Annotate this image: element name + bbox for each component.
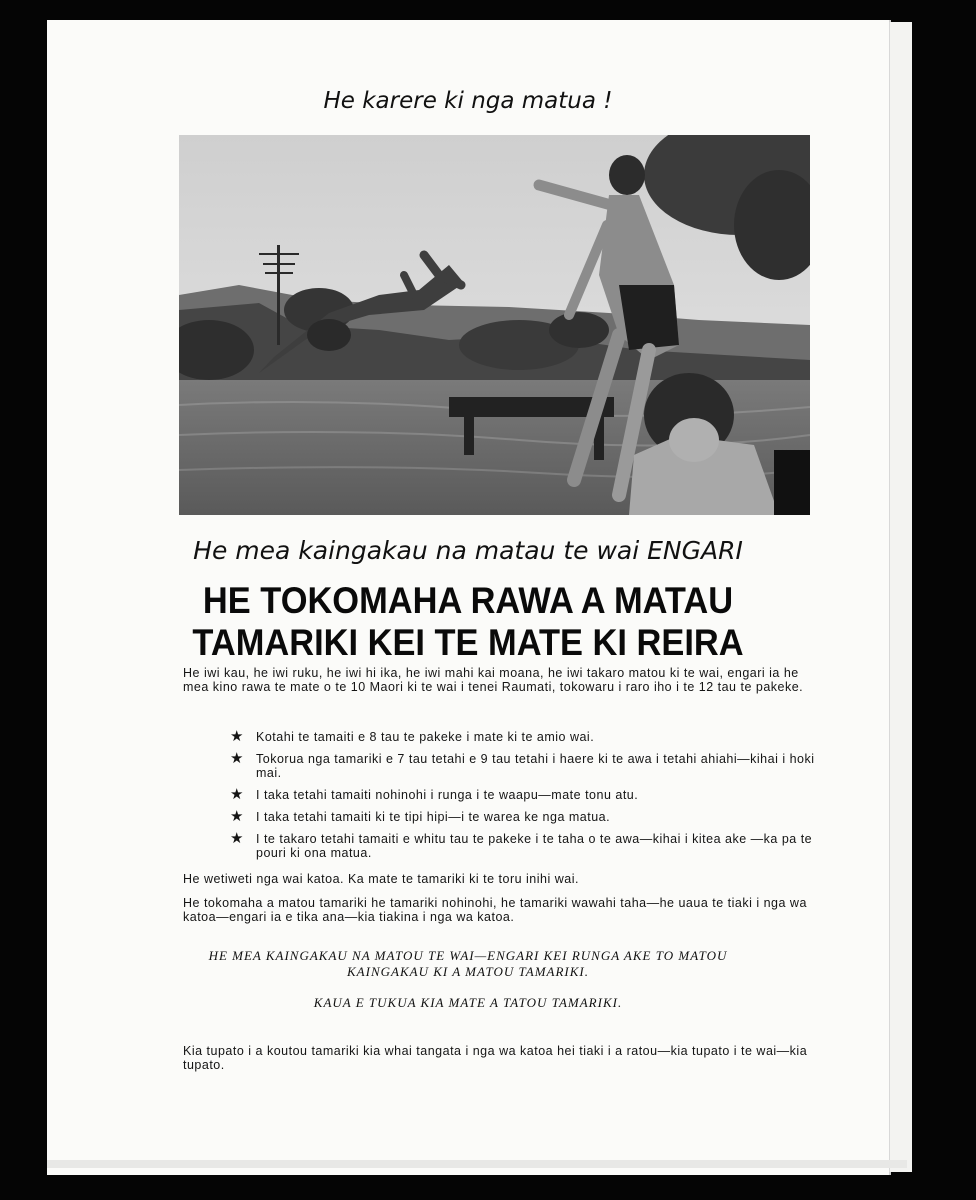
page-edge-strip — [889, 22, 912, 1172]
list-item — [230, 810, 830, 824]
star-icon: ★ — [230, 830, 244, 847]
intro-paragraph: He iwi kau, he iwi ruku, he iwi hi ika, he iwi mahi kai moana, he iwi takaro matou ki te wai, engari ia he mea kino rawa te mate o te 10 Maori ki te wai i tenei Raumati, tokowaru i raro iho i te 12 tau te pakeke. — [183, 666, 804, 694]
list-item — [230, 752, 830, 780]
star-icon: ★ — [230, 750, 244, 767]
closing-paragraph: Kia tupato i a koutou tamariki kia whai tangata i nga wa katoa hei tiaki i a ratou—kia tupato i te wai—kia tupato. — [183, 1044, 808, 1072]
headline-line-2: TAMARIKI KEI TE MATE KI REIRA — [192, 622, 744, 663]
star-icon: ★ — [230, 808, 244, 825]
caps-line-2: KAINGAKAU KI A MATOU TAMARIKI. — [347, 964, 589, 979]
bullet-text: I taka tetahi tamaiti nohinohi i runga i te waapu—mate tonu atu. — [256, 788, 639, 802]
star-icon: ★ — [230, 786, 244, 803]
list-item — [230, 832, 830, 860]
page — [47, 20, 891, 1175]
bullet-text: Tokorua nga tamariki e 7 tau tetahi e 9 tau tetahi i haere ki te awa i tetahi ahiahi—kihai i hoki mai. — [256, 752, 815, 780]
bullet-list — [230, 730, 830, 868]
caps-warning: KAUA E TUKUA KIA MATE A TATOU TAMARIKI. — [313, 995, 623, 1010]
headline-line-1: HE TOKOMAHA RAWA A MATAU — [202, 580, 734, 621]
bullet-text: Kotahi te tamaiti e 8 tau te pakeke i mate ki te amio wai. — [256, 730, 595, 744]
paragraph-children-care: He tokomaha a matou tamariki he tamariki nohinohi, he tamariki wawahi taha—he uaua te tiaki i nga wa katoa—engari ia e tika ana—kia tiakina i nga wa katoa. — [183, 896, 807, 924]
paragraph-water-danger: He wetiweti nga wai katoa. Ka mate te tamariki ki te toru inihi wai. — [183, 872, 579, 886]
caps-statement — [47, 948, 889, 980]
star-icon: ★ — [230, 728, 244, 745]
list-item — [230, 788, 830, 802]
page-header: He karere ki nga matua ! — [323, 88, 613, 114]
subheading: He mea kaingakau na matau te wai ENGARI — [193, 536, 743, 565]
list-item — [230, 730, 830, 744]
page-bottom-edge — [47, 1160, 907, 1168]
bullet-text: I te takaro tetahi tamaiti e whitu tau te pakeke i te taha o te awa—kihai i kitea ake —ka pa te pouri ki ona matua. — [256, 832, 813, 860]
caps-line-1: HE MEA KAINGAKAU NA MATOU TE WAI—ENGARI KEI RUNGA AKE TO MATOU — [208, 948, 728, 963]
bullet-text: I taka tetahi tamaiti ki te tipi hipi—i te warea ke nga matua. — [256, 810, 611, 824]
headline — [76, 580, 859, 664]
swimming-photo — [179, 135, 810, 515]
